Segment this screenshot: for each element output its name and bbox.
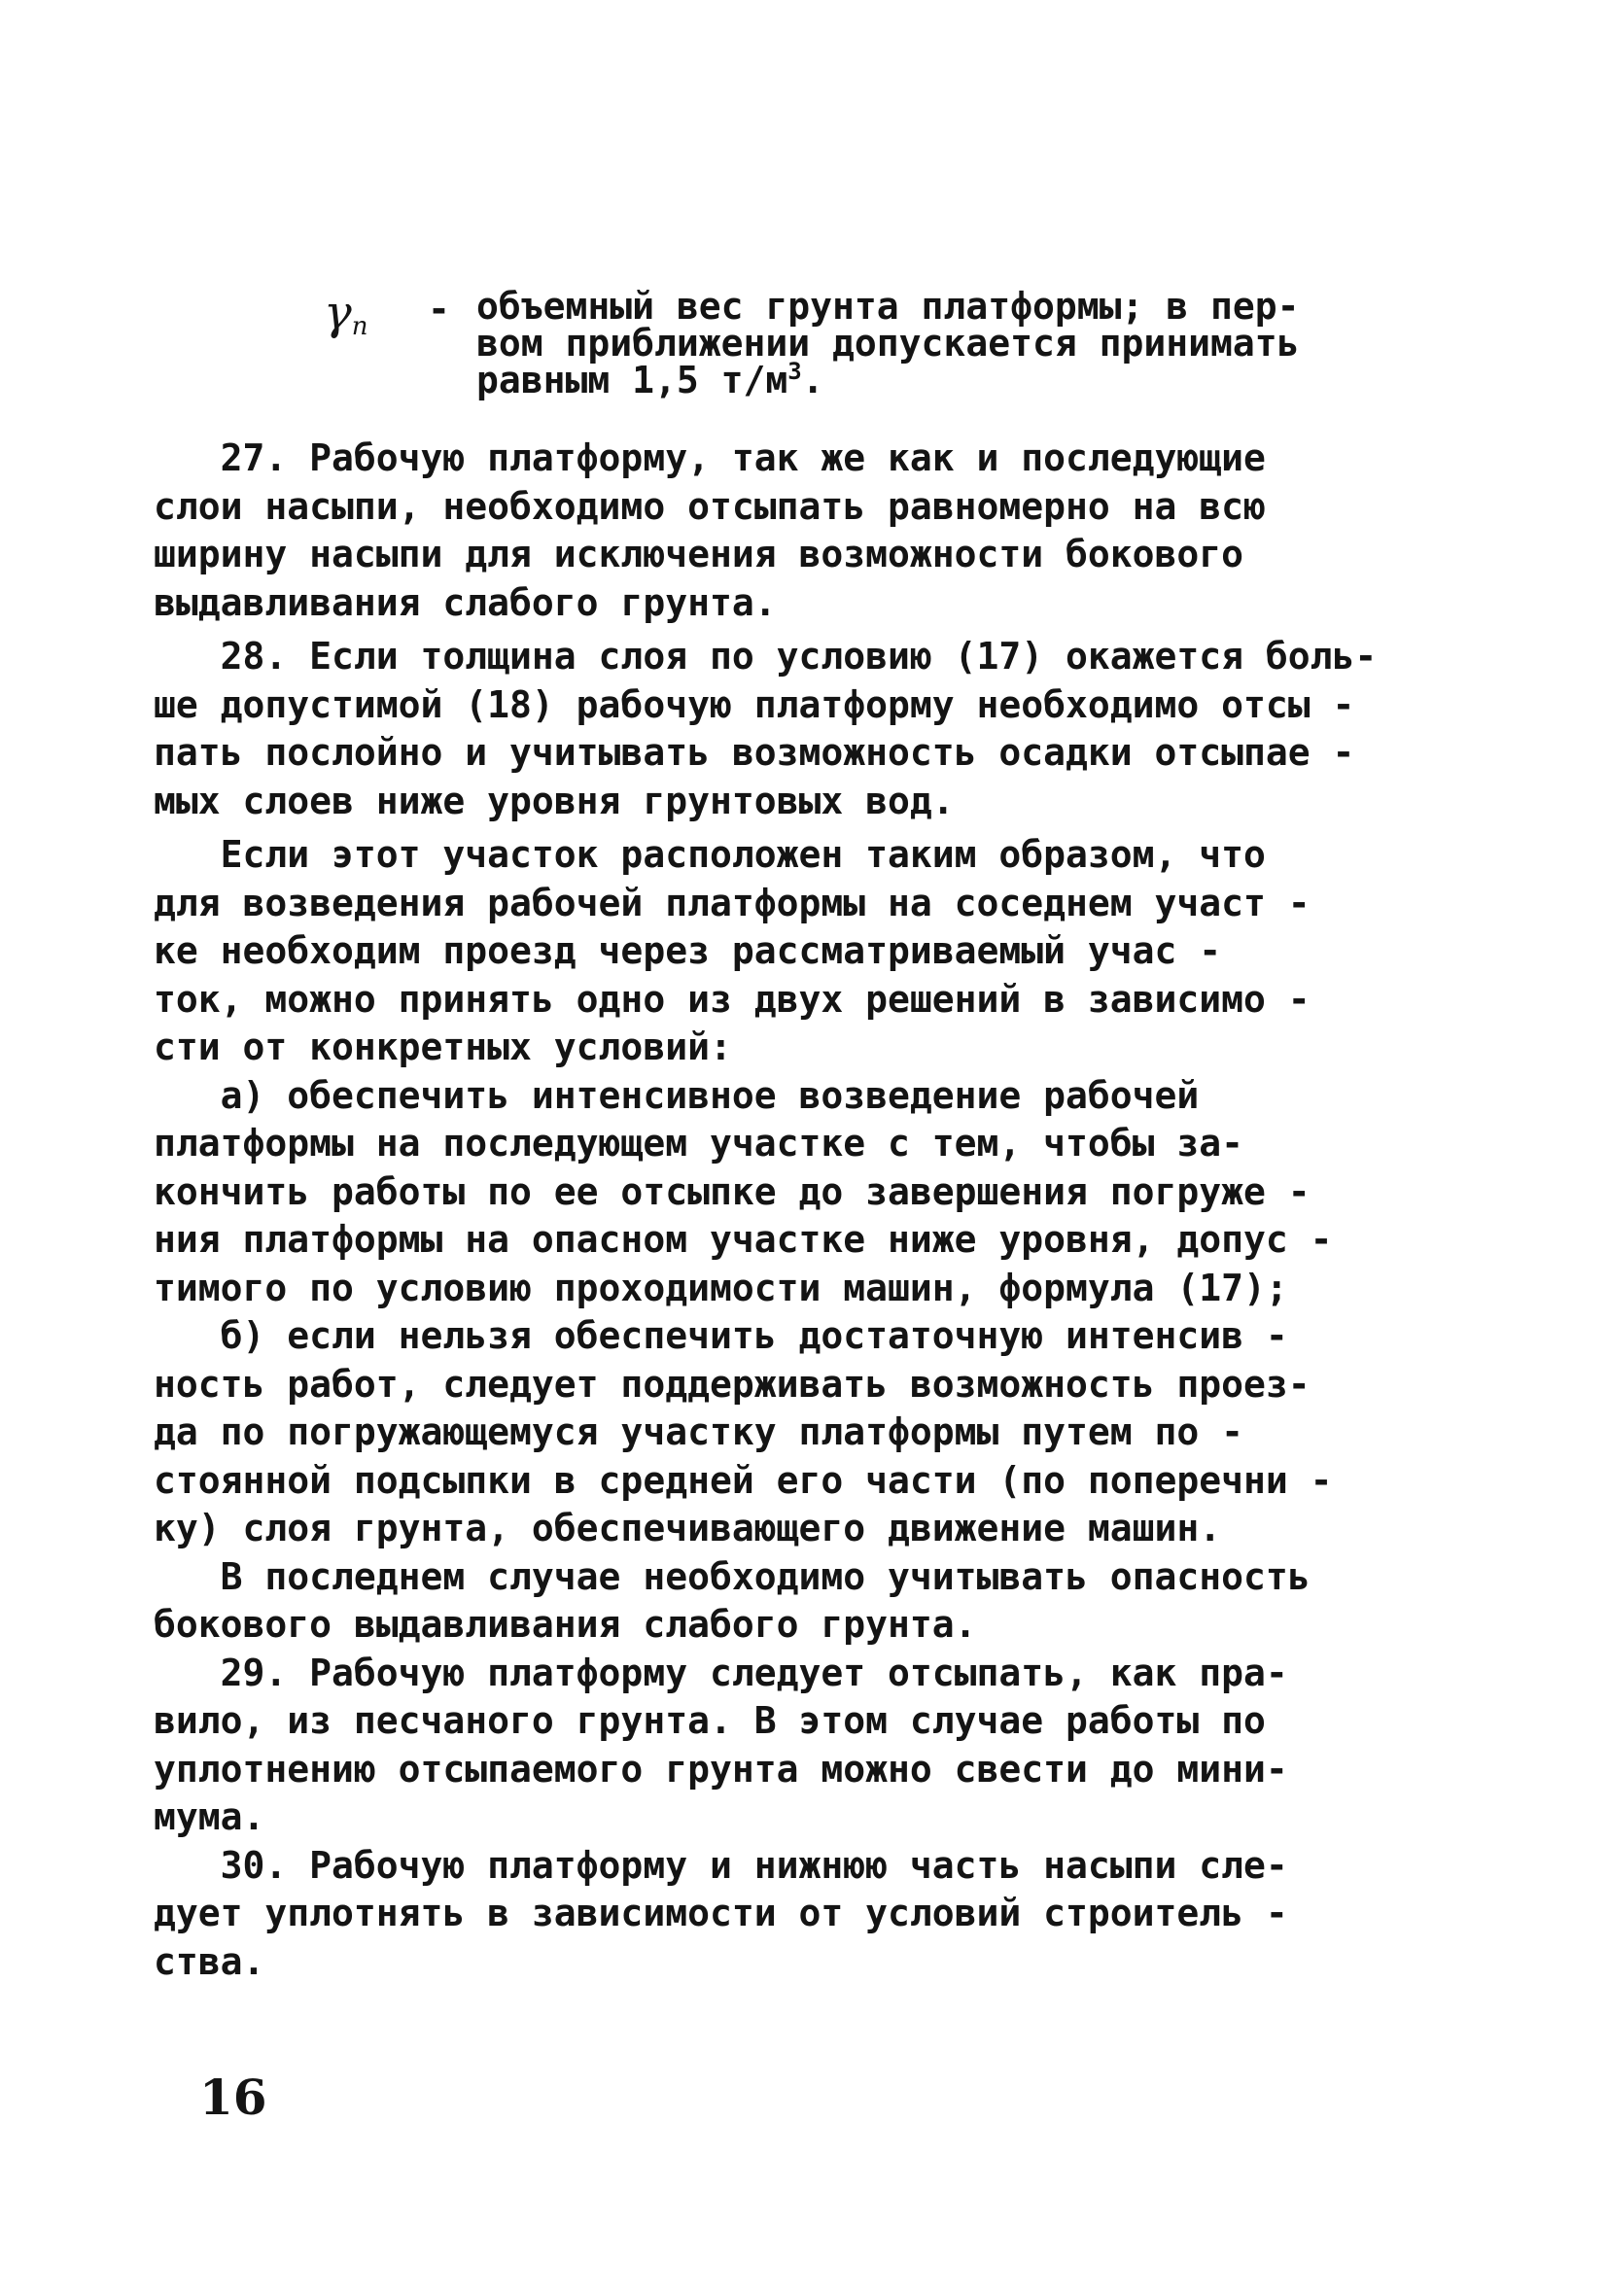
text-line: ше допустимой (18) рабочую платформу необходимо отсы - <box>154 682 1355 726</box>
text-line: ность работ, следует поддерживать возможность проез- <box>154 1362 1311 1406</box>
text-line: пать послойно и учитывать возможность осадки отсыпае - <box>154 731 1355 774</box>
text-line: 30. Рабочую платформу и нижнюю часть насыпи сле- <box>154 1843 1288 1887</box>
gamma-symbol <box>324 284 367 356</box>
page-number: 16 <box>199 2069 267 2126</box>
definition-end-mark: . <box>801 359 824 401</box>
unit-superscript: 3 <box>787 358 802 385</box>
text-line: ток, можно принять одно из двух решений в зависимо - <box>154 977 1311 1021</box>
paragraph-29 <box>154 1650 1408 1842</box>
text-line: ширину насыпи для исключения возможности бокового <box>154 533 1244 575</box>
body-text <box>154 435 1408 1986</box>
text-line: мума. <box>154 1795 265 1838</box>
definition-text <box>476 285 1390 401</box>
symbol-letter: γ <box>324 286 352 340</box>
text-line: 28. Если толщина слоя по условию (17) окажется боль- <box>154 635 1378 678</box>
paragraph-option-a <box>154 1072 1408 1313</box>
text-line: вило, из песчаного грунта. В этом случае работы по <box>154 1699 1266 1742</box>
definition-line: объемный вес грунта платформы; в пер- <box>476 285 1300 328</box>
definition-line: вом приближении допускается принимать <box>476 322 1300 365</box>
definition-line-text: равным 1,5 т/м <box>476 359 788 401</box>
text-line: тимого по условию проходимости машин, формула (17); <box>154 1266 1288 1309</box>
paragraph-last-case <box>154 1553 1408 1650</box>
text-line: 27. Рабочую платформу, так же как и последующие <box>154 436 1266 479</box>
text-line: а) обеспечить интенсивное возведение рабочей <box>154 1073 1200 1117</box>
text-line: кончить работы по ее отсыпке до завершения погруже - <box>154 1169 1311 1213</box>
text-line: бокового выдавливания слабого грунта. <box>154 1603 977 1646</box>
text-line: стоянной подсыпки в средней его части (по поперечни - <box>154 1458 1333 1502</box>
text-line: платформы на последующем участке с тем, чтобы за- <box>154 1122 1244 1165</box>
text-line: дует уплотнять в зависимости от условий строитель - <box>154 1892 1288 1934</box>
text-line: выдавливания слабого грунта. <box>154 580 777 624</box>
text-line: да по погружающемуся участку платформы путем по - <box>154 1410 1244 1453</box>
text-line: б) если нельзя обеспечить достаточную интенсив - <box>154 1314 1288 1357</box>
paragraph-site-conditions <box>154 831 1408 1072</box>
text-line: Если этот участок расположен таким образом, что <box>154 833 1266 876</box>
symbol-subscript: п <box>351 312 368 341</box>
text-line: для возведения рабочей платформы на соседнем участ - <box>154 881 1311 924</box>
paragraph-option-b <box>154 1312 1408 1553</box>
text-line: 29. Рабочую платформу следует отсыпать, как пра- <box>154 1651 1288 1694</box>
paragraph-28 <box>154 633 1408 825</box>
paragraph-30 <box>154 1842 1408 1987</box>
text-line: В последнем случае необходимо учитывать опасность <box>154 1554 1311 1598</box>
text-line: мых слоев ниже уровня грунтовых вод. <box>154 779 955 822</box>
paragraph-27 <box>154 435 1408 627</box>
definition-dash: - <box>428 288 450 330</box>
text-line: ния платформы на опасном участке ниже уровня, допус - <box>154 1218 1333 1261</box>
definition-line <box>476 358 1390 401</box>
text-line: ку) слоя грунта, обеспечивающего движение машин. <box>154 1507 1222 1549</box>
text-line: уплотнению отсыпаемого грунта можно свести до мини- <box>154 1747 1288 1791</box>
text-line: слои насыпи, необходимо отсыпать равномерно на всю <box>154 484 1266 528</box>
text-line: сти от конкретных условий: <box>154 1026 732 1068</box>
text-line: ке необходим проезд через рассматриваемый учас - <box>154 929 1222 972</box>
text-line: ства. <box>154 1939 265 1983</box>
